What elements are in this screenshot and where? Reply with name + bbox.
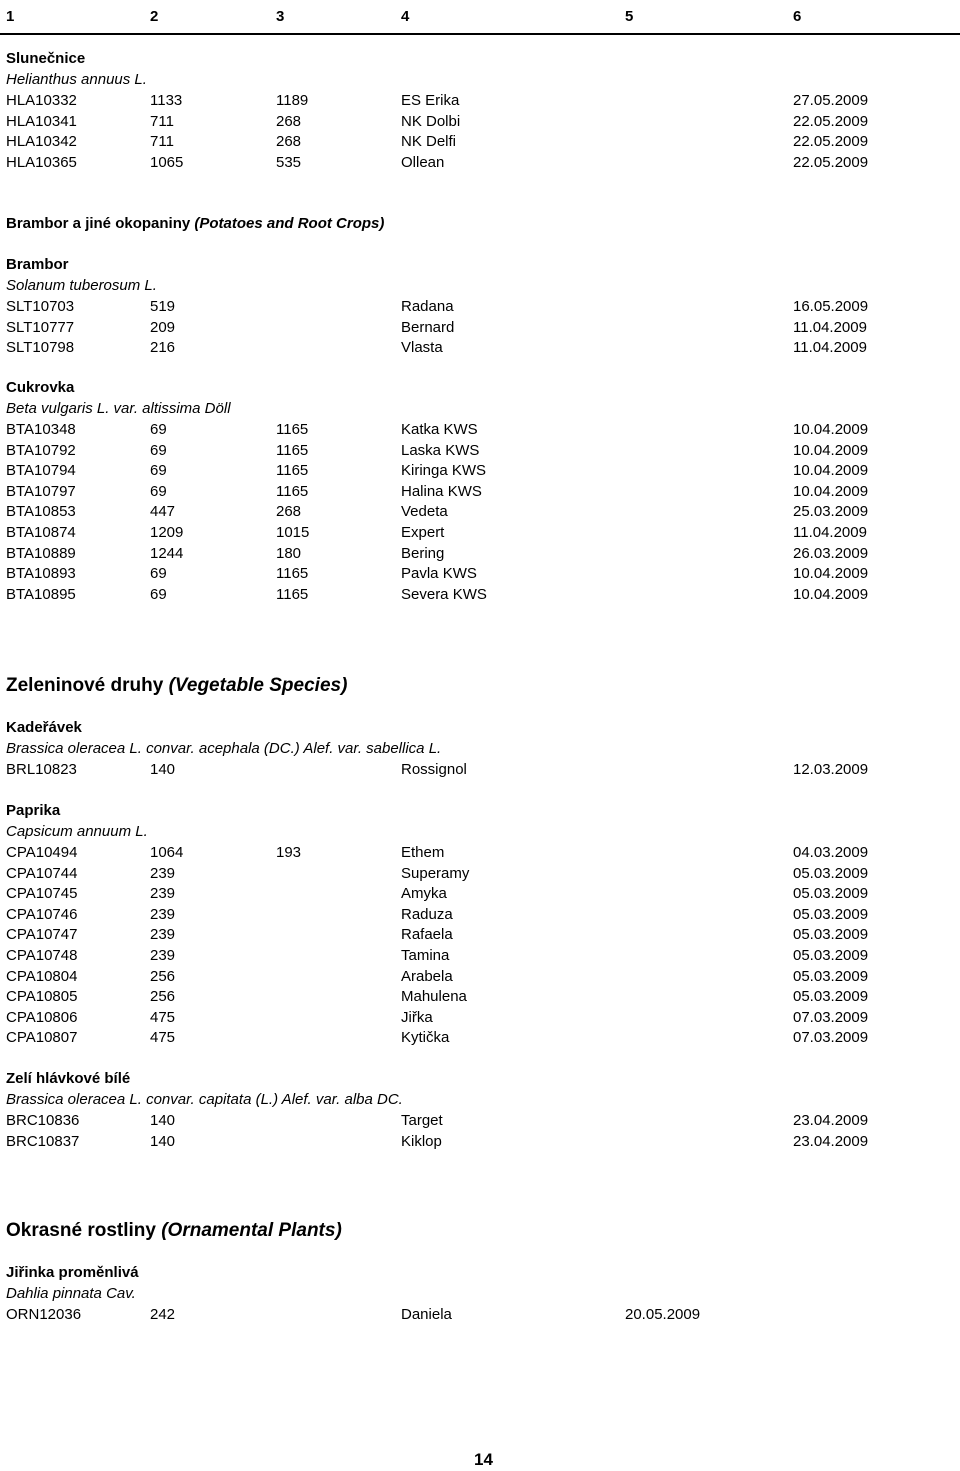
cell-col-4: Bernard xyxy=(401,318,455,336)
cell-col-2: 69 xyxy=(150,421,167,438)
column-header-3: 3 xyxy=(276,8,285,25)
cell-col-2: 1209 xyxy=(150,524,184,541)
table-row xyxy=(0,988,960,1008)
cell-col-6: 25.03.2009 xyxy=(793,503,869,521)
column-header-1: 1 xyxy=(6,8,15,25)
cell-col-6: 05.03.2009 xyxy=(793,988,869,1006)
table-row xyxy=(0,319,960,339)
table-row xyxy=(0,1029,960,1049)
cell-col-4: Jiřka xyxy=(401,1008,433,1026)
cell-col-1: BTA10348 xyxy=(6,421,76,438)
cell-col-1: BTA10889 xyxy=(6,544,76,562)
cell-col-2: 69 xyxy=(150,585,167,603)
category-heading xyxy=(6,675,347,697)
cell-col-4: Ethem xyxy=(401,844,445,861)
category-name: Okrasné rostliny xyxy=(6,1220,162,1241)
column-header-row xyxy=(0,0,960,35)
cell-col-4: Kiringa KWS xyxy=(401,462,487,480)
table-row xyxy=(0,524,960,544)
cell-col-2: 711 xyxy=(150,133,174,151)
cell-col-1: SLT10777 xyxy=(6,318,75,336)
table-row xyxy=(0,503,960,523)
cell-col-1: BTA10792 xyxy=(6,441,76,459)
cell-col-6: 10.04.2009 xyxy=(793,441,869,459)
table-row xyxy=(0,442,960,462)
species-latin-name: Capsicum annuum L. xyxy=(6,823,148,840)
species-name: Jiřinka proměnlivá xyxy=(6,1264,139,1281)
category-heading xyxy=(6,1220,342,1242)
category-english-name: (Ornamental Plants) xyxy=(161,1220,342,1241)
cell-col-6: 23.04.2009 xyxy=(793,1132,869,1150)
cell-col-1: BTA10874 xyxy=(6,524,76,541)
table-row xyxy=(0,462,960,482)
cell-col-1: CPA10744 xyxy=(6,864,78,882)
cell-col-5: 20.05.2009 xyxy=(625,1306,701,1323)
table-row xyxy=(0,968,960,988)
category-name: Brambor a jiné okopaniny xyxy=(6,215,195,232)
cell-col-1: BTA10895 xyxy=(6,585,76,603)
cell-col-1: CPA10494 xyxy=(6,844,78,861)
cell-col-2: 140 xyxy=(150,1112,176,1129)
species-name: Cukrovka xyxy=(6,379,75,396)
cell-col-2: 1244 xyxy=(150,544,184,562)
cell-col-2: 1065 xyxy=(150,153,184,171)
cell-col-2: 69 xyxy=(150,462,167,480)
cell-col-1: CPA10806 xyxy=(6,1008,78,1026)
cell-col-4: NK Dolbi xyxy=(401,112,461,130)
cell-col-3: 268 xyxy=(276,112,302,130)
cell-col-2: 1133 xyxy=(150,92,183,109)
cell-col-6: 10.04.2009 xyxy=(793,462,869,480)
table-row xyxy=(0,1112,960,1132)
cell-col-3: 1165 xyxy=(276,482,309,500)
cell-col-2: 1064 xyxy=(150,844,184,861)
cell-col-4: Rafaela xyxy=(401,926,453,944)
cell-col-4: Expert xyxy=(401,524,445,541)
cell-col-2: 242 xyxy=(150,1306,176,1323)
species-name: Paprika xyxy=(6,802,61,819)
table-row xyxy=(0,339,960,359)
cell-col-1: BRC10837 xyxy=(6,1132,80,1150)
cell-col-2: 711 xyxy=(150,112,174,130)
cell-col-4: Vedeta xyxy=(401,503,448,521)
table-row xyxy=(0,761,960,781)
cell-col-2: 69 xyxy=(150,482,167,500)
cell-col-4: Rossignol xyxy=(401,761,467,778)
cell-col-6: 10.04.2009 xyxy=(793,585,869,603)
cell-col-4: Tamina xyxy=(401,947,450,964)
cell-col-4: ES Erika xyxy=(401,92,460,109)
cell-col-6: 05.03.2009 xyxy=(793,885,869,903)
cell-col-6: 05.03.2009 xyxy=(793,905,869,923)
cell-col-3: 535 xyxy=(276,153,302,171)
cell-col-6: 07.03.2009 xyxy=(793,1008,869,1026)
cell-col-4: Kytička xyxy=(401,1029,450,1047)
cell-col-6: 05.03.2009 xyxy=(793,967,869,985)
table-row xyxy=(0,545,960,565)
species-latin-name: Helianthus annuus L. xyxy=(6,71,147,88)
cell-col-3: 1165 xyxy=(276,421,309,438)
cell-col-2: 209 xyxy=(150,318,176,336)
cell-col-2: 519 xyxy=(150,298,176,315)
cell-col-3: 193 xyxy=(276,844,302,861)
table-row xyxy=(0,298,960,318)
cell-col-4: Daniela xyxy=(401,1306,452,1323)
cell-col-4: Amyka xyxy=(401,885,447,903)
cell-col-2: 256 xyxy=(150,967,176,985)
cell-col-3: 1165 xyxy=(276,462,309,480)
cell-col-1: CPA10747 xyxy=(6,926,78,944)
cell-col-2: 69 xyxy=(150,565,167,583)
table-row xyxy=(0,1306,960,1326)
cell-col-1: BTA10797 xyxy=(6,482,76,500)
cell-col-6: 05.03.2009 xyxy=(793,926,869,944)
table-row xyxy=(0,483,960,503)
cell-col-6: 16.05.2009 xyxy=(793,298,869,315)
cell-col-1: CPA10804 xyxy=(6,967,78,985)
cell-col-6: 10.04.2009 xyxy=(793,482,869,500)
table-row xyxy=(0,865,960,885)
table-row xyxy=(0,947,960,967)
cell-col-4: Vlasta xyxy=(401,339,443,357)
cell-col-4: Target xyxy=(401,1112,443,1129)
column-header-6: 6 xyxy=(793,8,802,25)
cell-col-4: Pavla KWS xyxy=(401,565,477,583)
table-row xyxy=(0,92,960,112)
species-latin-name: Dahlia pinnata Cav. xyxy=(6,1285,136,1302)
cell-col-4: Bering xyxy=(401,544,445,562)
cell-col-4: Halina KWS xyxy=(401,482,482,500)
cell-col-1: ORN12036 xyxy=(6,1306,82,1323)
cell-col-4: Katka KWS xyxy=(401,421,478,438)
cell-col-3: 268 xyxy=(276,503,302,521)
species-name: Kadeřávek xyxy=(6,719,82,736)
cell-col-2: 239 xyxy=(150,926,176,944)
cell-col-4: Kiklop xyxy=(401,1132,442,1150)
cell-col-3: 1189 xyxy=(276,92,309,109)
species-latin-name: Brassica oleracea L. convar. acephala (DC.) Alef. var. sabellica L. xyxy=(6,740,442,757)
table-row xyxy=(0,586,960,606)
cell-col-6: 12.03.2009 xyxy=(793,761,869,778)
column-header-4: 4 xyxy=(401,8,410,25)
column-header-5: 5 xyxy=(625,8,634,25)
cell-col-4: Ollean xyxy=(401,153,445,171)
table-row xyxy=(0,421,960,441)
cell-col-3: 180 xyxy=(276,544,302,562)
table-row xyxy=(0,1009,960,1029)
cell-col-1: BTA10853 xyxy=(6,503,76,521)
cell-col-2: 256 xyxy=(150,988,176,1006)
table-row xyxy=(0,1133,960,1153)
cell-col-1: HLA10332 xyxy=(6,92,77,109)
cell-col-6: 11.04.2009 xyxy=(793,339,867,357)
cell-col-6: 11.04.2009 xyxy=(793,318,867,336)
table-row xyxy=(0,565,960,585)
species-name: Brambor xyxy=(6,256,69,273)
cell-col-3: 1015 xyxy=(276,524,310,541)
category-english-name: (Vegetable Species) xyxy=(168,675,348,696)
cell-col-4: Severa KWS xyxy=(401,585,487,603)
cell-col-1: SLT10703 xyxy=(6,298,75,315)
species-latin-name: Beta vulgaris L. var. altissima Döll xyxy=(6,400,231,417)
cell-col-6: 05.03.2009 xyxy=(793,947,869,964)
cell-col-3: 1165 xyxy=(276,585,309,603)
cell-col-6: 05.03.2009 xyxy=(793,864,869,882)
cell-col-6: 22.05.2009 xyxy=(793,112,869,130)
cell-col-1: CPA10745 xyxy=(6,885,78,903)
cell-col-6: 10.04.2009 xyxy=(793,421,869,438)
cell-col-4: NK Delfi xyxy=(401,133,457,151)
species-name: Slunečnice xyxy=(6,50,86,67)
category-name: Zeleninové druhy xyxy=(6,675,169,696)
cell-col-6: 07.03.2009 xyxy=(793,1029,869,1047)
cell-col-3: 1165 xyxy=(276,565,309,583)
cell-col-2: 140 xyxy=(150,761,176,778)
cell-col-4: Laska KWS xyxy=(401,441,480,459)
cell-col-1: CPA10746 xyxy=(6,905,78,923)
cell-col-1: CPA10807 xyxy=(6,1029,78,1047)
category-heading xyxy=(6,215,384,232)
cell-col-6: 10.04.2009 xyxy=(793,565,869,583)
species-latin-name: Solanum tuberosum L. xyxy=(6,277,157,294)
cell-col-3: 268 xyxy=(276,133,302,151)
cell-col-1: HLA10365 xyxy=(6,153,77,171)
cell-col-1: HLA10342 xyxy=(6,133,77,151)
cell-col-2: 239 xyxy=(150,947,176,964)
cell-col-6: 22.05.2009 xyxy=(793,133,869,151)
cell-col-1: CPA10748 xyxy=(6,947,78,964)
table-row xyxy=(0,844,960,864)
species-latin-name: Brassica oleracea L. convar. capitata (L.) Alef. var. alba DC. xyxy=(6,1091,403,1108)
category-english-name: (Potatoes and Root Crops) xyxy=(194,215,385,232)
cell-col-6: 11.04.2009 xyxy=(793,524,867,541)
table-row xyxy=(0,133,960,153)
cell-col-6: 23.04.2009 xyxy=(793,1112,869,1129)
cell-col-2: 475 xyxy=(150,1008,176,1026)
cell-col-3: 1165 xyxy=(276,441,309,459)
species-name: Zelí hlávkové bílé xyxy=(6,1070,131,1087)
table-row xyxy=(0,926,960,946)
cell-col-4: Raduza xyxy=(401,905,453,923)
cell-col-2: 447 xyxy=(150,503,176,521)
cell-col-6: 26.03.2009 xyxy=(793,544,869,562)
table-row xyxy=(0,154,960,174)
cell-col-2: 140 xyxy=(150,1132,176,1150)
cell-col-2: 239 xyxy=(150,905,176,923)
cell-col-6: 22.05.2009 xyxy=(793,153,869,171)
page-number: 14 xyxy=(474,1450,493,1469)
cell-col-1: BRC10836 xyxy=(6,1112,80,1129)
cell-col-1: CPA10805 xyxy=(6,988,78,1006)
cell-col-4: Mahulena xyxy=(401,988,467,1006)
cell-col-6: 04.03.2009 xyxy=(793,844,869,861)
cell-col-2: 239 xyxy=(150,864,176,882)
cell-col-4: Arabela xyxy=(401,967,453,985)
cell-col-6: 27.05.2009 xyxy=(793,92,869,109)
cell-col-1: BRL10823 xyxy=(6,761,77,778)
cell-col-1: SLT10798 xyxy=(6,339,75,357)
table-row xyxy=(0,885,960,905)
cell-col-2: 475 xyxy=(150,1029,176,1047)
cell-col-1: BTA10794 xyxy=(6,462,76,480)
cell-col-2: 216 xyxy=(150,339,176,357)
column-header-2: 2 xyxy=(150,8,159,25)
cell-col-4: Superamy xyxy=(401,864,470,882)
cell-col-4: Radana xyxy=(401,298,454,315)
cell-col-1: BTA10893 xyxy=(6,565,76,583)
cell-col-2: 239 xyxy=(150,885,176,903)
cell-col-2: 69 xyxy=(150,441,167,459)
table-row xyxy=(0,906,960,926)
cell-col-1: HLA10341 xyxy=(6,112,77,130)
table-row xyxy=(0,113,960,133)
